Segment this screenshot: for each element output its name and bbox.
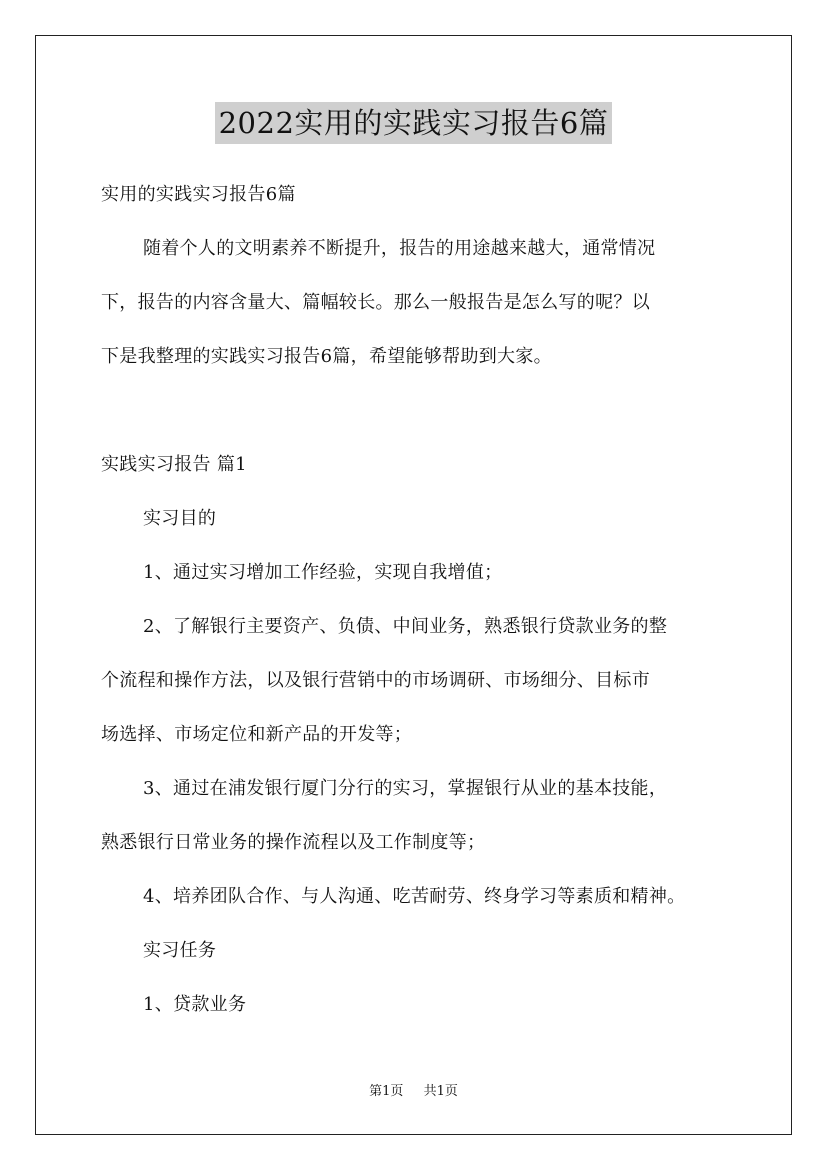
intro-line-2: 下，报告的内容含量大、篇幅较长。那么一般报告是怎么写的呢？以 xyxy=(101,292,650,313)
document-subtitle: 实用的实践实习报告6篇 xyxy=(101,184,296,205)
document-title: 2022实用的实践实习报告6篇 xyxy=(215,102,613,144)
task-item-1: 1、贷款业务 xyxy=(143,994,247,1015)
purpose-item-3-line-1: 3、通过在浦发银行厦门分行的实习，掌握银行从业的基本技能， xyxy=(143,778,668,799)
purpose-item-3-line-2: 熟悉银行日常业务的操作流程以及工作制度等； xyxy=(101,832,486,853)
tasks-heading: 实习任务 xyxy=(143,940,217,961)
intro-line-1: 随着个人的文明素养不断提升，报告的用途越来越大，通常情况 xyxy=(143,238,656,259)
section-heading: 实践实习报告 篇1 xyxy=(101,454,247,475)
purpose-heading: 实习目的 xyxy=(143,508,217,529)
title-container xyxy=(0,102,827,144)
purpose-item-2-line-2: 个流程和操作方法，以及银行营销中的市场调研、市场细分、目标市 xyxy=(101,670,650,691)
purpose-item-2-line-3: 场选择、市场定位和新产品的开发等； xyxy=(101,724,413,745)
page-footer xyxy=(0,1083,827,1101)
purpose-item-1: 1、通过实习增加工作经验，实现自我增值； xyxy=(143,562,503,583)
page-number-total: 共1页 xyxy=(423,1084,458,1099)
page-number-current: 第1页 xyxy=(369,1084,404,1099)
purpose-item-4: 4、培养团队合作、与人沟通、吃苦耐劳、终身学习等素质和精神。 xyxy=(143,886,686,907)
purpose-item-2-line-1: 2、了解银行主要资产、负债、中间业务，熟悉银行贷款业务的整 xyxy=(143,616,668,637)
intro-line-3: 下是我整理的实践实习报告6篇，希望能够帮助到大家。 xyxy=(101,346,552,367)
